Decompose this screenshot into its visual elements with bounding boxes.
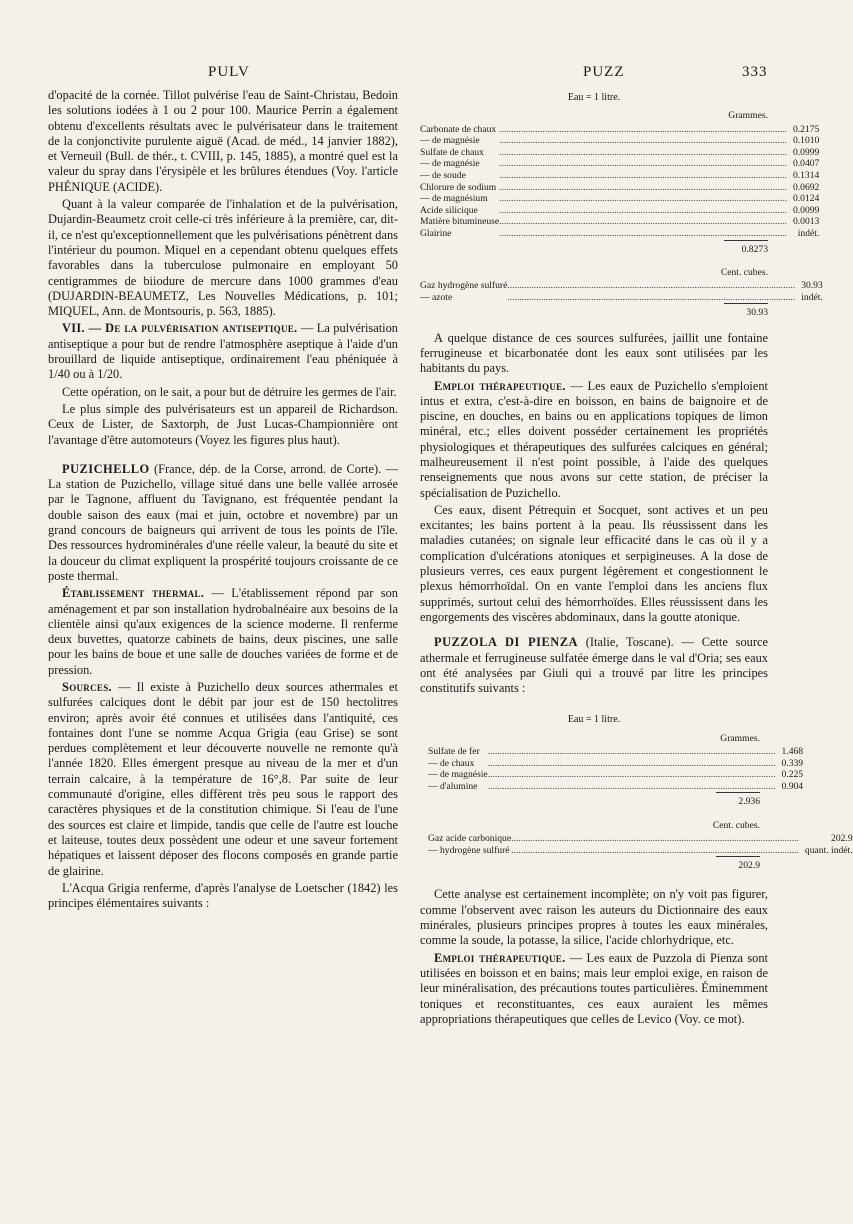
table-unit: Grammes. (728, 110, 768, 122)
entry-heading: PUZICHELLO (62, 461, 150, 476)
row-value: 202.9 (831, 833, 853, 844)
section-heading: Établissement thermal. (62, 586, 205, 601)
row-value: 0.0999 (792, 146, 820, 158)
paragraph (48, 680, 398, 879)
table-row (428, 781, 803, 793)
row-label: Glairine (420, 227, 452, 239)
table-row (420, 158, 819, 170)
table-row (420, 170, 819, 182)
row-value: 0.0124 (792, 193, 820, 205)
dot-leader (488, 746, 776, 758)
paragraph-text: — L'établissement répond par son aménagement et par son installation hydrobalnéaire aux besoins de la clientèle ainsi qu'aux exigences de la science moderne. Il renferme deux buvettes, quatorze cabinets de bains, deux piscines, une salle pour les bains de boue et une salle de douches variées de forme et de pression. (48, 586, 398, 677)
table-row (420, 147, 819, 159)
page-number: 333 (742, 64, 768, 80)
row-label: Sulfate de chaux (420, 146, 484, 158)
row-label: Gaz acide carbonique (428, 833, 512, 844)
paragraph: Quant à la valeur comparée de l'inhalation et de la pulvérisation, Dujardin-Beaumetz croit celle-ci très inférieure à la première, car, dit-il, ce n'est qu'exceptionnellement que les pulvérisations pénètrent dans l'intérieur du poumon. Miquel en a cependant obtenu quelques effets favorables dans la tuberculose pulmonaire en employant 50 centigrammes de biiodure de mercure dans 1000 grammes d'eau (DUJARDIN-BEAUMETZ, Les Nouvelles Médications, p. 101; MIQUEL, Ann. de Montsouris, p. 563, 1885). (48, 197, 398, 319)
paragraph (48, 586, 398, 678)
row-value: 0.0099 (792, 204, 820, 216)
table (420, 280, 823, 303)
paragraph-text: — Les eaux de Puzichello s'emploient intus et extra, c'est-à-dire en boisson, en bains de baignoire et de piscine, en douches, en bains ou en applications topiques de limon minéral, etc.; elles doivent posséder certainement les propriétés physiologiques et thérapeutiques des sulfurées calciques en général; malheureusement il n'est point possible, à l'aide des quelques renseignements que nous avons sur cette station, de préciser la spécialisation de Puzichello. (420, 378, 768, 500)
dot-leader (499, 182, 787, 194)
row-label: — de magnésie (428, 769, 488, 781)
row-value: 0.904 (781, 780, 804, 792)
table-unit: Grammes. (720, 732, 760, 744)
paragraph (48, 462, 398, 584)
dot-leader (499, 158, 787, 170)
dot-leader (499, 124, 787, 136)
paragraph (420, 379, 768, 501)
paragraph-text: — La pulvérisation antiseptique a pour but de rendre l'atmosphère aseptique à l'aide d'un brouillard de liquide antiseptique, ordinairement l'eau phéniquée à 1/40 ou à 1/20. (48, 321, 398, 382)
paragraph (420, 635, 768, 696)
table-gas-total: 202.9 (716, 856, 760, 873)
paragraph-text: — Les eaux de Puzzola di Pienza sont utilisées en boisson et en bains; mais leur emploi exige, en raison de leur minéralisation, des précautions toutes particulières. Éminemment toniques et reconstituantes, ces eaux auraient les mêmes appropriations thérapeutiques que celles de Levico (Voy. ce mot). (420, 950, 768, 1026)
dot-leader (488, 781, 776, 793)
row-value: 0.2175 (792, 123, 820, 135)
dot-leader (499, 193, 787, 205)
row-value: 0.0407 (792, 158, 820, 170)
row-label: — azote (420, 291, 453, 303)
table-row (428, 746, 803, 758)
analysis-table-2 (428, 712, 853, 873)
running-header-left: PULV (208, 64, 250, 80)
entry-heading: PUZZOLA DI PIENZA (434, 635, 578, 650)
left-column (48, 88, 398, 913)
paragraph: d'opacité de la cornée. Tillot pulvérise l'eau de Saint-Christau, Bedoin les solutions iodées à 1 ou 2 pour 100. Maurice Perrin a également obtenu d'excellents résultats avec le pulvérisateur dans le traitement de la conjonctivite purulente aiguë (Acad. de méd., 14 janvier 1882), et Verneuil (Bull. de thér., t. CVIII, p. 145, 1885), a montré quel est la valeur du spray dans l'érysipèle et les brûlures étendues (Voy. l'article PHÉNIQUE (ACIDE). (48, 88, 398, 194)
analysis-table-1 (420, 90, 823, 321)
row-value: 1.468 (781, 746, 804, 758)
table (428, 746, 803, 792)
row-value: 0.1010 (792, 135, 820, 147)
paragraph (48, 321, 398, 382)
table-row (420, 280, 823, 292)
dot-leader (499, 135, 787, 147)
row-label: Matière bitumineuse (420, 216, 500, 228)
table (428, 833, 853, 856)
row-value: 0.0013 (792, 216, 820, 228)
table-gas-unit: Cent. cubes. (712, 819, 760, 831)
section-heading: Sources. (62, 679, 112, 694)
table-row (420, 124, 819, 136)
row-label: — de soude (420, 169, 466, 181)
dot-leader (507, 292, 795, 304)
dot-leader (511, 845, 799, 857)
paragraph: Le plus simple des pulvérisateurs est un appareil de Richardson. Ceux de Lister, de Saxtorph, de Just Lucas-Championnière ont l'avantage d'être automoteurs (Voyez les figures plus haut). (48, 401, 398, 447)
dot-leader (499, 228, 787, 240)
row-label: — de chaux (428, 757, 475, 769)
row-label: — de magnésium (420, 193, 488, 205)
section-heading: Emploi thérapeutique. (434, 378, 566, 393)
dot-leader (499, 216, 787, 228)
table (420, 124, 819, 240)
table-row (428, 769, 803, 781)
row-label: Acide silicique (420, 204, 478, 216)
table-row (420, 205, 819, 217)
table-row (420, 135, 819, 147)
row-label: Sulfate de fer (428, 746, 480, 758)
dot-leader (507, 280, 795, 292)
paragraph: A quelque distance de ces sources sulfurées, jaillit une fontaine ferrugineuse et bicarbonatée dont les eaux sont utilisées par les habitants du pays. (420, 330, 768, 376)
row-label: Carbonate de chaux (420, 123, 497, 135)
table-row (420, 228, 819, 240)
paragraph-text: — Il existe à Puzichello deux sources athermales et sulfurées calciques dont le débit par jour est de 150 hectolitres environ; après avoir été connues et utilisées dans l'antiquité, ces fontaines dont l'une se nomme Acqua Grigia (eau Grise) se sont perdues complètement et leur découverte nouvelle ne remonte qu'à l'année 1820. Elles émergent presque au niveau de la mer et d'un terrain calcaire, à la température de 16°,8. Par suite de leur communauté d'origine, elles diffèrent très peu sous le rapport des caractères physiques et de la constitution chimique. Si l'eau de l'une des sources est claire et limpide, tandis que celle de l'autre est louche et laiteuse, toutes deux possèdent une odeur et une saveur fortement hépatiques et laissent déposer des flocons composés en grande partie de glairine. (48, 679, 399, 878)
row-value: 0.225 (781, 769, 804, 781)
right-column (420, 88, 853, 1029)
paragraph: Cette analyse est certainement incomplète; on n'y voit pas figurer, comme l'observent avec raison les auteurs du Dictionnaire des eaux minérales, plusieurs principes propres à toutes les eaux minérales, comme la soude, la potasse, la silice, l'acide chlorhydrique, etc. (420, 887, 768, 948)
dot-leader (499, 170, 787, 182)
table-row (428, 845, 853, 857)
paragraph-text: (France, dép. de la Corse, arrond. de Corte). — La station de Puzichello, village situé dans une belle vallée arrosée par le Tagnone, affluent du Tavignano, est fréquentée pendant la double saison des eaux (mai et juin, octobre et novembre) par un grand concours de baigneurs qui arrivent de tous les points de l'île. Des ressources hydrominérales d'une réelle valeur, la beauté du site et la douceur du climat expliquent la prospérité toujours croissante de ce poste thermal. (48, 461, 398, 583)
row-label: — de magnésie (420, 158, 480, 170)
table-gas-total: 30.93 (724, 303, 768, 320)
table-caption: Eau = 1 litre. (567, 92, 621, 103)
row-label: Gaz hydrogène sulfuré (420, 280, 508, 292)
row-value: 0.0692 (792, 181, 820, 193)
paragraph-text: (Italie, Toscane). — Cette source athermale et ferrugineuse sulfatée émerge dans le val d'Oria; ses eaux ont été analysées par Giuli qui a trouvé par litre les principes constitutifs suivants : (420, 635, 768, 696)
dot-leader (499, 205, 787, 217)
paragraph: Ces eaux, disent Pétrequin et Socquet, sont actives et un peu excitantes; les bains portent à la peau. Ils réussissent dans les maladies cutanées; on signale leur efficacité dans le cas où il y a complication d'ulcérations atoniques et serpigineuses. A la dose de plusieurs verres, ces eaux purgent légèrement et congestionnent le plexus hémorrhoïdal. On en vante l'emploi dans les anciens flux supprimés, surtout celui des hémorrhoïdes. Elles réussissent dans les engorgements des viscères abdominaux, dans la goutte atonique. (420, 502, 768, 624)
table-total: 2.936 (716, 792, 760, 809)
row-value: 0.1314 (792, 169, 820, 181)
row-label: Chlorure de sodium (420, 181, 497, 193)
section-heading: Emploi thérapeutique. (434, 950, 566, 965)
table-row (428, 833, 853, 845)
section-heading: VII. — De la pulvérisation antiseptique. (62, 321, 298, 336)
table-row (420, 193, 819, 205)
row-label: — d'alumine (428, 780, 478, 792)
row-value: indét. (797, 227, 820, 239)
table-row (420, 182, 819, 194)
table-row (428, 758, 803, 770)
dot-leader (499, 147, 787, 159)
dot-leader (488, 769, 776, 781)
table-row (420, 292, 823, 304)
table-row (420, 216, 819, 228)
paragraph: Cette opération, on le sait, a pour but de détruire les germes de l'air. (62, 384, 397, 399)
row-value: indét. (801, 291, 823, 303)
dot-leader (511, 833, 799, 845)
paragraph: L'Acqua Grigia renferme, d'après l'analyse de Loetscher (1842) les principes élémentaires suivants : (48, 880, 398, 911)
row-label: — hydrogène sulfuré (428, 844, 510, 856)
row-label: — de magnésie (420, 135, 480, 147)
table-gas-unit: Cent. cubes. (720, 266, 768, 278)
dot-leader (488, 758, 776, 770)
running-header-right: PUZZ (583, 64, 625, 80)
row-value: 30.93 (801, 280, 823, 292)
paragraph (420, 951, 768, 1027)
table-total: 0.8273 (724, 240, 768, 257)
table-caption: Eau = 1 litre. (567, 714, 621, 726)
row-value: quant. indét. (804, 844, 853, 856)
row-value: 0.339 (781, 757, 804, 769)
